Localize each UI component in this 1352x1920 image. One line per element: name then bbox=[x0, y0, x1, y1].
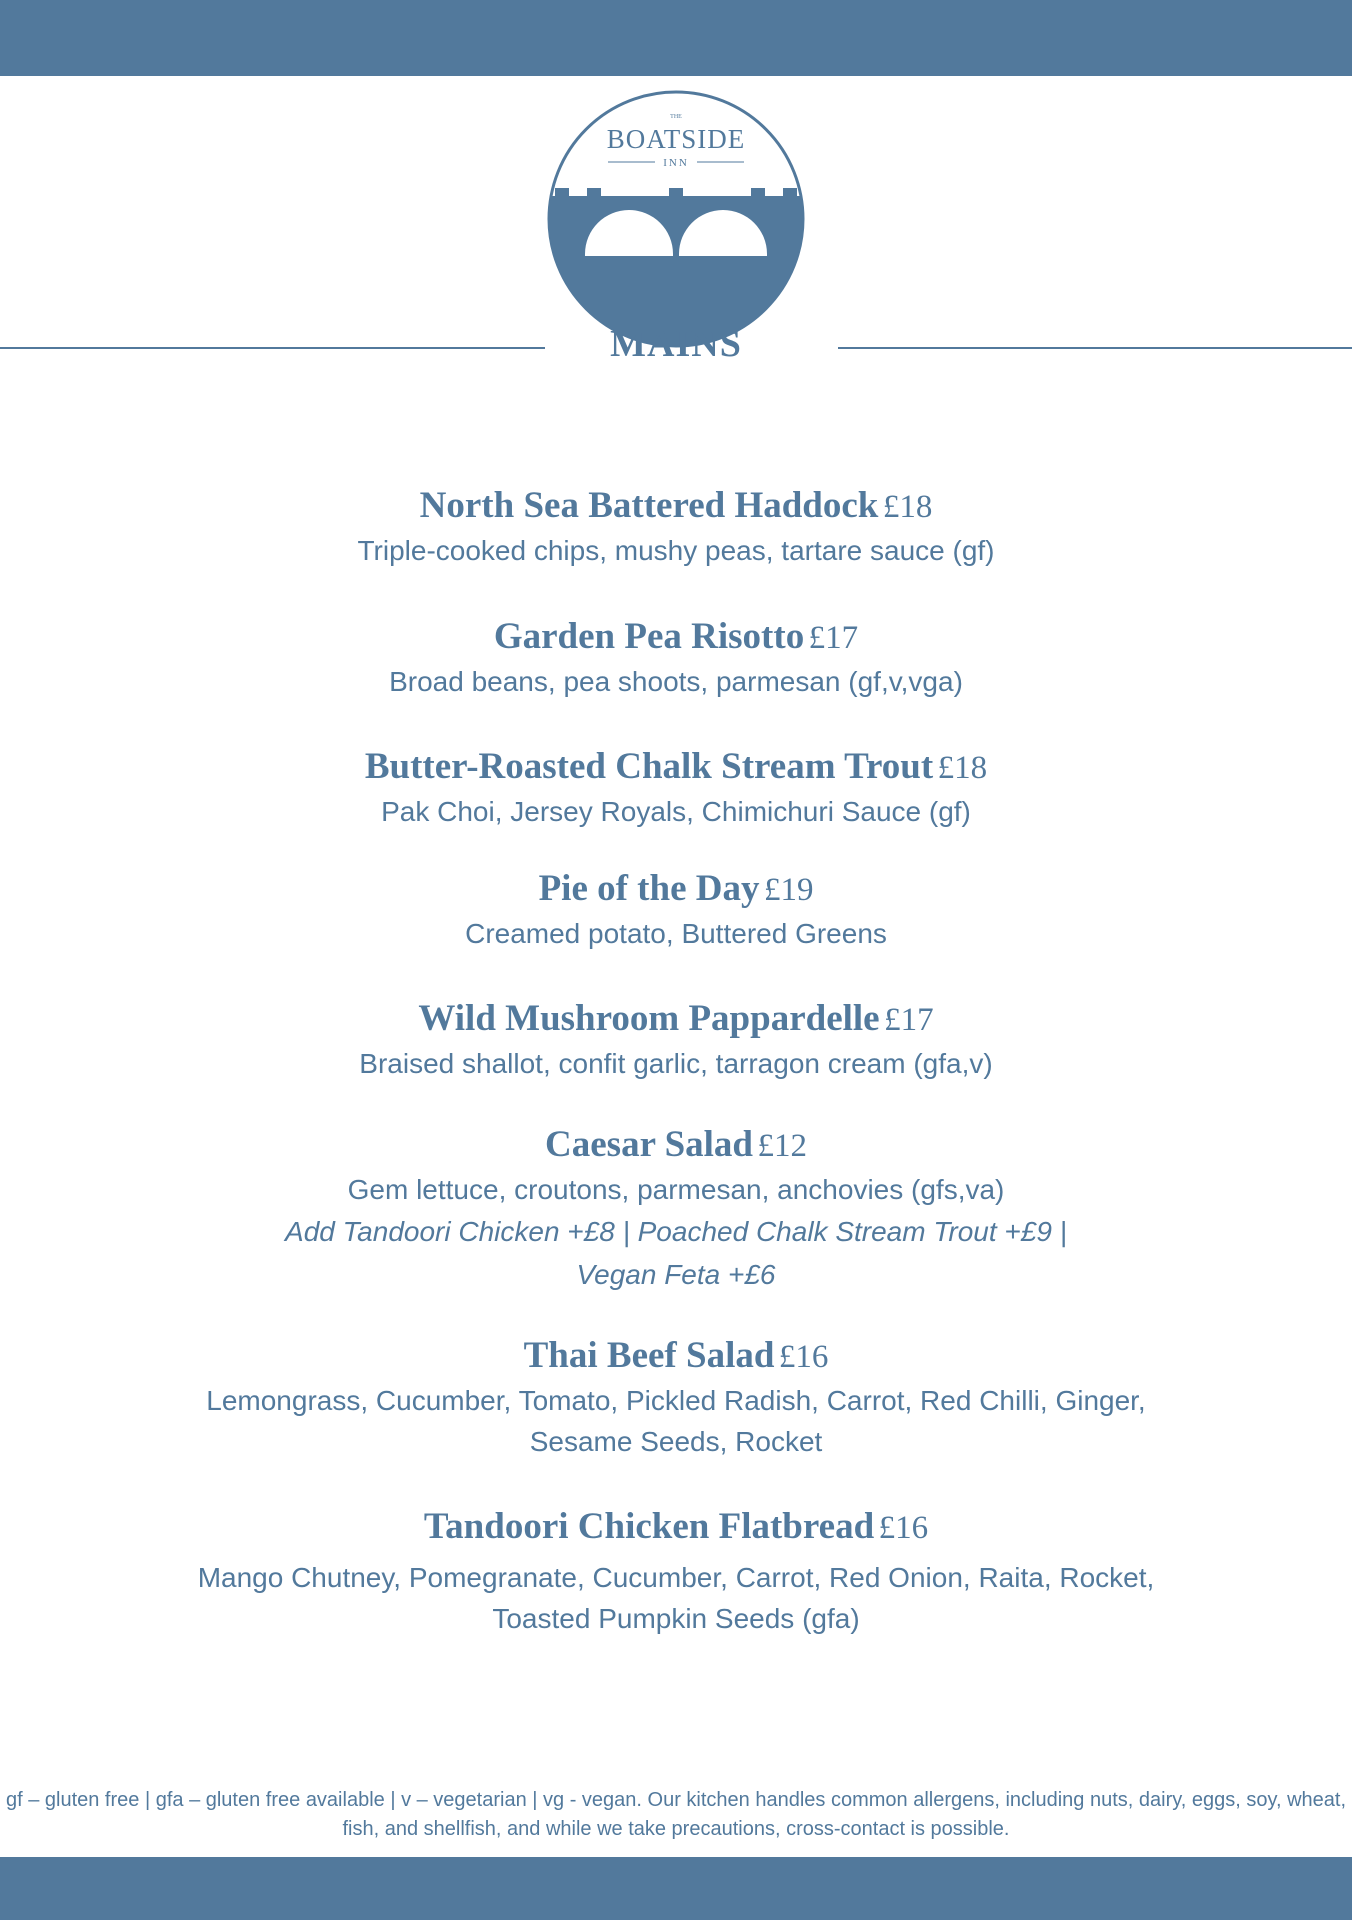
menu-item-price: £16 bbox=[878, 1510, 929, 1546]
menu-item-price: £17 bbox=[884, 1002, 934, 1038]
menu-item-description: Lemongrass, Cucumber, Tomato, Pickled Radish, Carrot, Red Chilli, Ginger, Sesame Seeds, Rocket bbox=[206, 1385, 1146, 1457]
menu-item-price: £12 bbox=[757, 1128, 807, 1164]
menu-item-price: £17 bbox=[808, 620, 859, 656]
menu-item bbox=[0, 743, 1352, 832]
menu-item-price: £19 bbox=[763, 872, 814, 908]
menu-item-name: Garden Pea Risotto bbox=[493, 616, 805, 657]
menu-item-name: Caesar Salad bbox=[545, 1124, 754, 1165]
logo-small-text: THE bbox=[670, 114, 682, 120]
section-title: MAINS bbox=[610, 323, 742, 365]
bottom-banner bbox=[0, 1857, 1352, 1920]
logo-sub-text: INN bbox=[663, 157, 689, 169]
menu-item bbox=[0, 1503, 1352, 1639]
menu-item-heading bbox=[0, 743, 1352, 791]
menu-item-description: Broad beans, pea shoots, parmesan (gf,v,vga) bbox=[389, 666, 963, 697]
logo-name-text: BOATSIDE bbox=[606, 124, 746, 154]
menu-item-addons: Add Tandoori Chicken +£8 | Poached Chalk Stream Trout +£9 | Vegan Feta +£6 bbox=[285, 1216, 1067, 1290]
menu-item bbox=[0, 865, 1352, 954]
menu-item bbox=[0, 1332, 1352, 1462]
menu-item-description: Gem lettuce, croutons, parmesan, anchovies (gfs,va) bbox=[347, 1174, 1005, 1205]
menu-item-description: Pak Choi, Jersey Royals, Chimichuri Sauce (gf) bbox=[381, 796, 971, 827]
menu-item bbox=[0, 1121, 1352, 1296]
menu-item bbox=[0, 482, 1352, 571]
menu-item bbox=[0, 613, 1352, 702]
menu-item-description: Braised shallot, confit garlic, tarragon cream (gfa,v) bbox=[359, 1048, 993, 1079]
menu-item-heading bbox=[0, 1503, 1352, 1551]
menu-item-description: Mango Chutney, Pomegranate, Cucumber, Carrot, Red Onion, Raita, Rocket, Toasted Pumpkin Seeds (gfa) bbox=[197, 1562, 1155, 1634]
menu-item-heading bbox=[0, 865, 1352, 913]
menu-item-heading bbox=[0, 1332, 1352, 1380]
bridge-logo-icon bbox=[545, 88, 807, 350]
menu-item-heading bbox=[0, 1121, 1352, 1169]
menu-item-heading bbox=[0, 482, 1352, 530]
menu-item-heading bbox=[0, 995, 1352, 1043]
menu-item-price: £18 bbox=[882, 489, 933, 525]
menu-item-name: Thai Beef Salad bbox=[523, 1335, 775, 1376]
menu-item-name: Pie of the Day bbox=[538, 868, 760, 909]
menu-item bbox=[0, 995, 1352, 1084]
menu-item-name: Tandoori Chicken Flatbread bbox=[423, 1506, 875, 1547]
menu-item-price: £16 bbox=[778, 1339, 829, 1375]
menu-item-description: Creamed potato, Buttered Greens bbox=[465, 918, 887, 949]
top-banner bbox=[0, 0, 1352, 76]
menu-item-description: Triple-cooked chips, mushy peas, tartare sauce (gf) bbox=[357, 535, 995, 566]
menu-item-name: Wild Mushroom Pappardelle bbox=[418, 998, 880, 1039]
boatside-inn-logo bbox=[545, 88, 807, 350]
menu-item-price: £18 bbox=[937, 750, 988, 786]
menu-item-name: Butter-Roasted Chalk Stream Trout bbox=[364, 746, 934, 787]
menu-item-heading bbox=[0, 613, 1352, 661]
allergen-footnote: gf – gluten free | gfa – gluten free available | v – vegetarian | vg - vegan. Our kitchen handles common allergens, including nuts, dairy, eggs, soy, wheat, fish, and shellfish, and while we take precautions, cross-contact is possible. bbox=[5, 1789, 1347, 1840]
menu-item-name: North Sea Battered Haddock bbox=[419, 485, 879, 526]
